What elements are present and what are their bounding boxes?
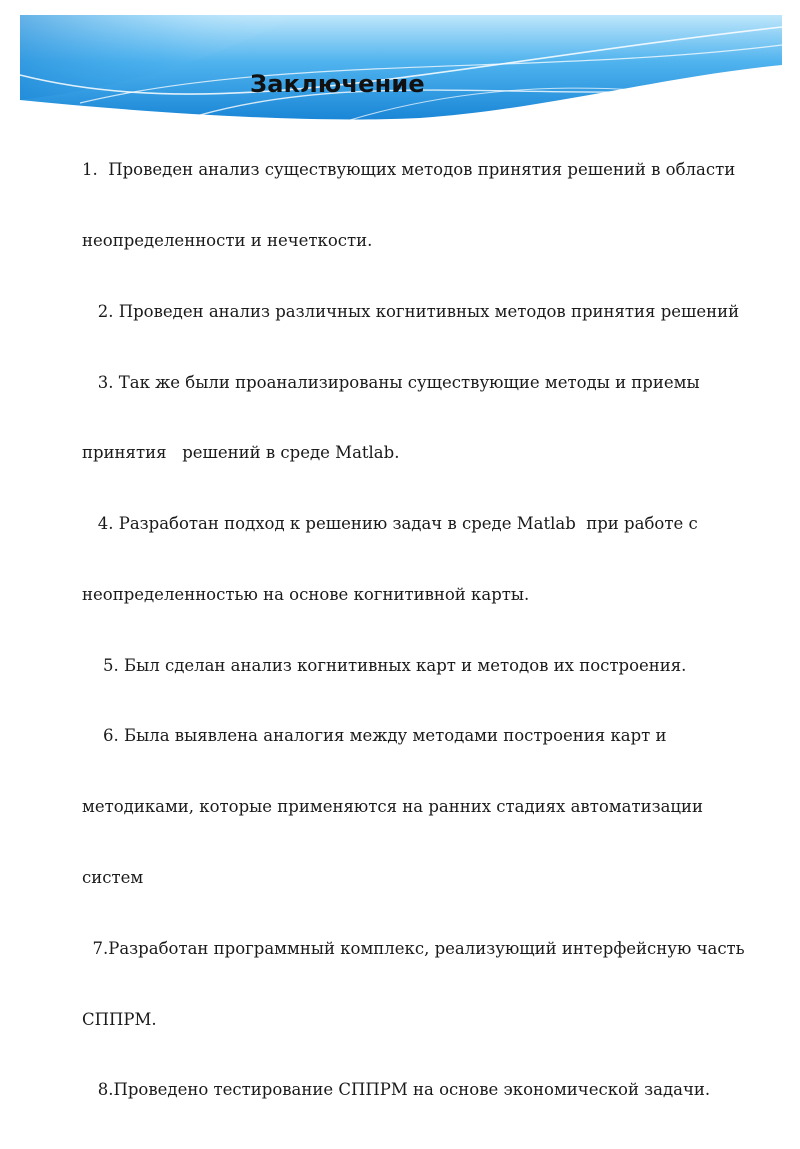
text-line: 2. Проведен анализ различных когнитивных методов принятия решений bbox=[82, 301, 740, 321]
text-line: 5. Был сделан анализ когнитивных карт и методов их построения. bbox=[82, 655, 687, 675]
text-line: систем bbox=[82, 868, 144, 887]
text-line: неопределенностью на основе когнитивной карты. bbox=[82, 584, 530, 604]
text-line: 7.Разработан программный комплекс, реализующий интерфейсную часть bbox=[82, 938, 745, 958]
conclusion-list bbox=[82, 111, 745, 1149]
text-line: принятия решений в среде Matlab. bbox=[82, 443, 400, 463]
text-line: 6. Была выявлена аналогия между методами построения карт и bbox=[82, 726, 667, 746]
text-line: 4. Разработан подход к решению задач в среде Matlab при работе с bbox=[82, 514, 698, 534]
slide-title: Заключение bbox=[250, 70, 425, 98]
text-line: методиками, которые применяются на ранних стадиях автоматизации bbox=[82, 797, 704, 817]
text-line: неопределенности и нечеткости. bbox=[82, 230, 373, 250]
text-line: СППРМ. bbox=[82, 1009, 157, 1029]
text-line: 8.Проведено тестирование СППРМ на основе экономической задачи. bbox=[82, 1080, 711, 1100]
text-line: 3. Так же были проанализированы существующие методы и приемы bbox=[82, 372, 700, 392]
text-line: 1. Проведен анализ существующих методов принятия решений в области bbox=[82, 160, 736, 180]
